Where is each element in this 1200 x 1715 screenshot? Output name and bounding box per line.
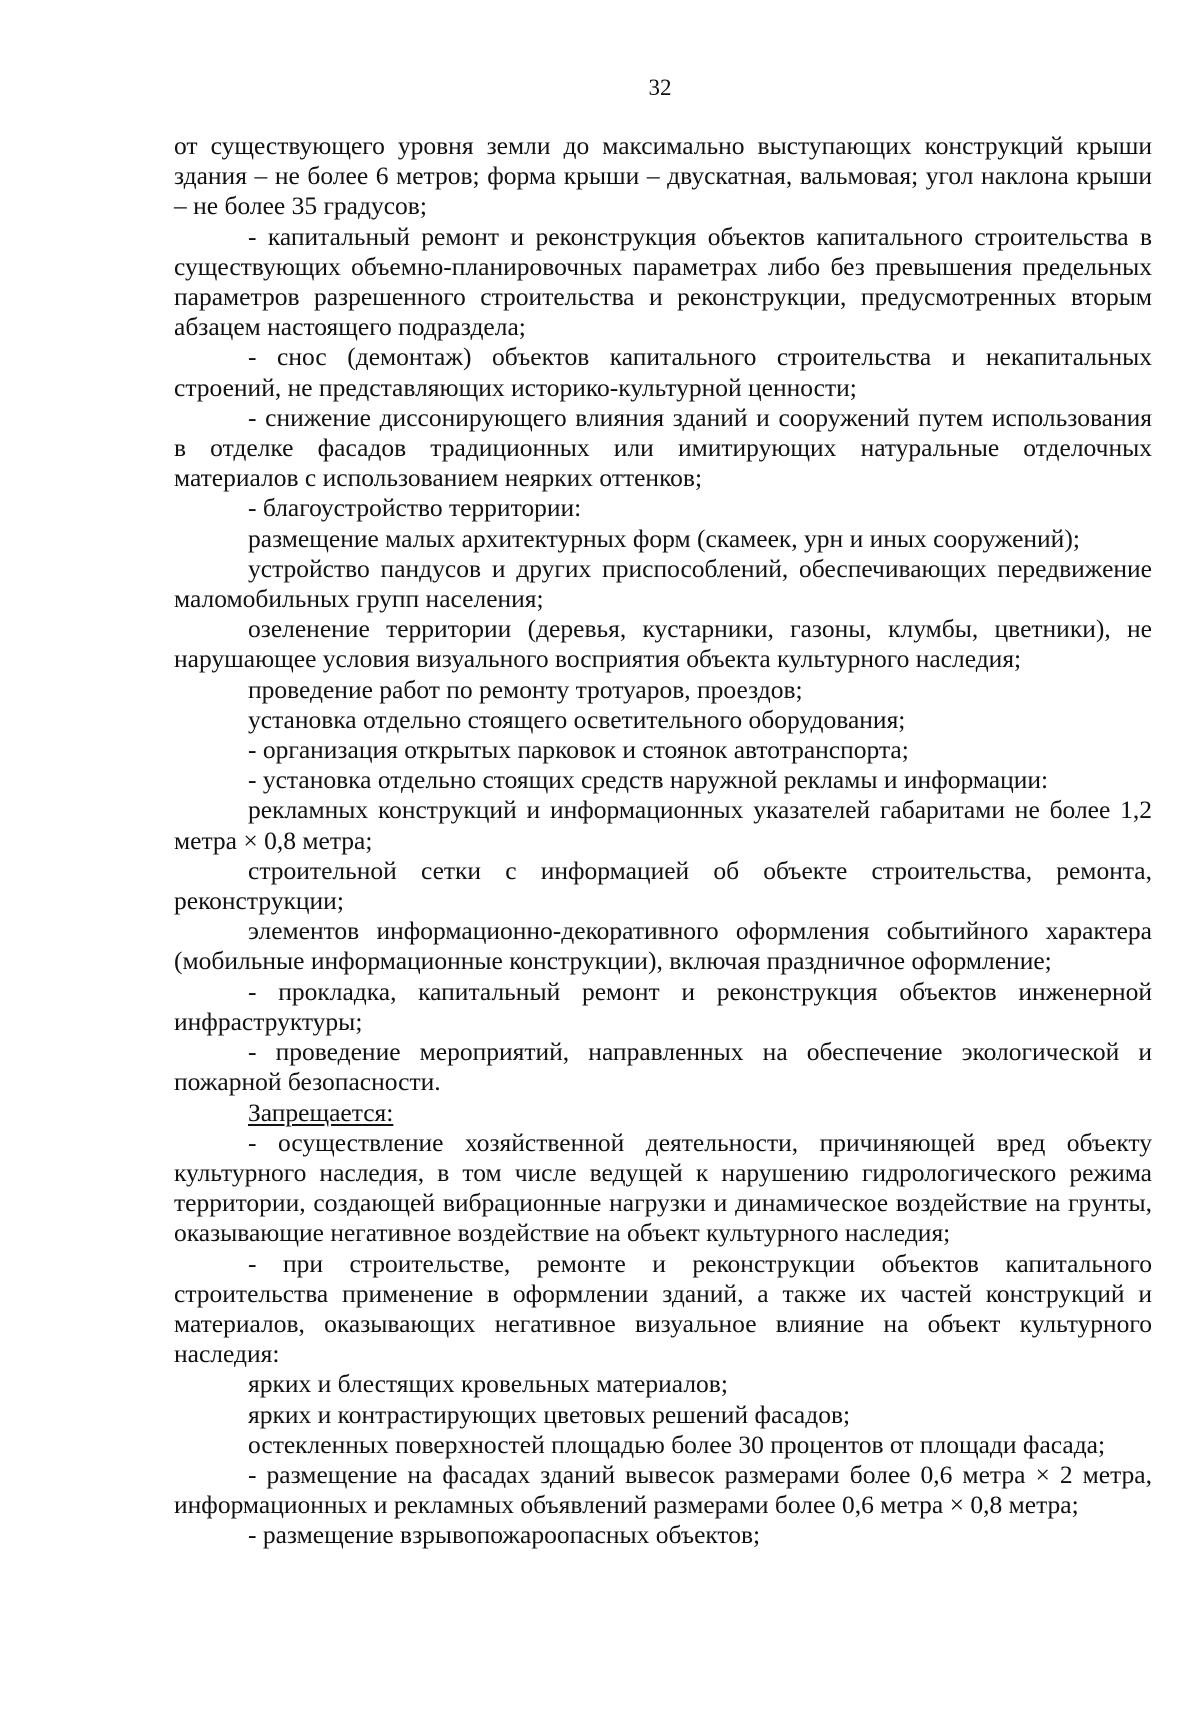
- paragraph-roof-parameters: от существующего уровня земли до максимально выступающих конструкций крыши здания – не более 6 метров; форма крыши – двускатная, вальмовая; угол наклона крыши – не более 35 градусов;: [174, 131, 1152, 221]
- paragraph-ad-structures: рекламных конструкций и информационных указателей габаритами не более 1,2 метра × 0,8 метра;: [174, 795, 1152, 855]
- paragraph-prohibited-heading: [174, 1098, 1152, 1128]
- paragraph-sidewalk-repair: проведение работ по ремонту тротуаров, проездов;: [248, 674, 803, 704]
- paragraph-contrast-colors: ярких и контрастирующих цветовых решений фасадов;: [248, 1399, 851, 1429]
- paragraph-parking: - организация открытых парковок и стоянок автотранспорта;: [248, 735, 909, 765]
- prohibited-label: Запрещается:: [248, 1097, 394, 1127]
- document-body: [174, 131, 1152, 1551]
- paragraph-small-forms: размещение малых архитектурных форм (скамеек, урн и иных сооружений);: [248, 523, 1080, 553]
- paragraph-demolition: - снос (демонтаж) объектов капитального строительства и некапитальных строений, не представляющих историко-культурной ценности;: [174, 342, 1152, 402]
- paragraph-landscaping-heading: - благоустройство территории:: [248, 493, 582, 523]
- paragraph-advertising-heading: - установка отдельно стоящих средств наружной рекламы и информации:: [248, 765, 1049, 795]
- paragraph-negative-materials: - при строительстве, ремонте и реконструкции объектов капитального строительства применение в оформлении зданий, а также их частей конструкций и материалов, оказывающих негативное визуальное влияние на объект культурного наследия:: [174, 1248, 1152, 1369]
- paragraph-lighting: установка отдельно стоящего осветительного оборудования;: [248, 704, 906, 734]
- paragraph-harmful-activity: - осуществление хозяйственной деятельности, причиняющей вред объекту культурного наследия, в том числе ведущей к нарушению гидрологического режима территории, создающей вибрационные нагрузки и динамическое воздействие на грунты, оказывающие негативное воздействие на объект культурного наследия;: [174, 1127, 1152, 1248]
- paragraph-safety-measures: - проведение мероприятий, направленных на обеспечение экологической и пожарной безопасности.: [174, 1037, 1152, 1097]
- page-number: 32: [648, 75, 672, 100]
- paragraph-engineering-infrastructure: - прокладка, капитальный ремонт и реконструкция объектов инженерной инфраструктуры;: [174, 976, 1152, 1036]
- paragraph-ramps: устройство пандусов и других приспособлений, обеспечивающих передвижение маломобильных групп населения;: [174, 553, 1152, 614]
- paragraph-decorative-elements: элементов информационно-декоративного оформления событийного характера (мобильные информационные конструкции), включая праздничное оформление;: [174, 916, 1152, 976]
- paragraph-capital-repair: - капитальный ремонт и реконструкция объектов капитального строительства в существующих объемно-планировочных параметрах либо без превышения предельных параметров разрешенного строительства и реконструкции, предусмотренных вторым абзацем настоящего подраздела;: [174, 221, 1152, 342]
- paragraph-construction-mesh: строительной сетки с информацией об объекте строительства, ремонта, реконструкции;: [174, 855, 1152, 916]
- paragraph-greening: озеленение территории (деревья, кустарники, газоны, клумбы, цветники), не нарушающее условия визуального восприятия объекта культурного наследия;: [174, 614, 1152, 674]
- paragraph-signage-size: - размещение на фасадах зданий вывесок размерами более 0,6 метра × 2 метра, информационных и рекламных объявлений размерами более 0,6 метра × 0,8 метра;: [174, 1459, 1152, 1520]
- paragraph-explosive-objects: - размещение взрывопожароопасных объектов;: [248, 1520, 761, 1550]
- paragraph-glazing: остекленных поверхностей площадью более 30 процентов от площади фасада;: [248, 1429, 1106, 1459]
- paragraph-bright-roofing: ярких и блестящих кровельных материалов;: [248, 1369, 728, 1399]
- paragraph-dissonance-reduction: - снижение диссонирующего влияния зданий и сооружений путем использования в отделке фасадов традиционных или имитирующих натуральные отделочных материалов с использованием неярких оттенков;: [174, 402, 1152, 493]
